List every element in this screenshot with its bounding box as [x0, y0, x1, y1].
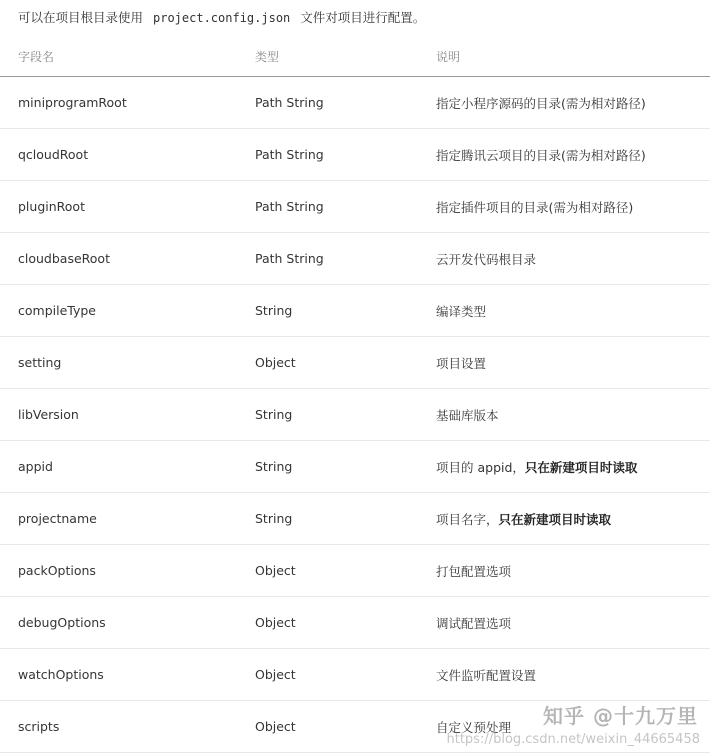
- table-body: [0, 77, 710, 753]
- type-cell: Object: [255, 337, 436, 389]
- table-row: [0, 77, 710, 129]
- description-cell: [436, 545, 710, 597]
- description-cell: [436, 233, 710, 285]
- description-cell: [436, 129, 710, 181]
- table-row: [0, 285, 710, 337]
- type-cell: String: [255, 493, 436, 545]
- type-cell: Object: [255, 545, 436, 597]
- intro-suffix: 文件对项目进行配置。: [300, 10, 426, 25]
- type-cell: String: [255, 441, 436, 493]
- description-text: 项目的 appid，: [436, 459, 525, 475]
- table-row: [0, 441, 710, 493]
- description-text: 云开发代码根目录: [436, 251, 537, 267]
- type-cell: Object: [255, 701, 436, 753]
- field-name-cell: libVersion: [0, 389, 255, 441]
- table-header-row: [0, 36, 710, 77]
- table-row: [0, 649, 710, 701]
- type-cell: Path String: [255, 129, 436, 181]
- field-name-cell: debugOptions: [0, 597, 255, 649]
- description-text: 指定插件项目的目录(需为相对路径): [436, 199, 634, 215]
- header-description: 说明: [436, 36, 710, 77]
- field-name-cell: setting: [0, 337, 255, 389]
- intro-text: [18, 8, 425, 26]
- field-name-cell: miniprogramRoot: [0, 77, 255, 129]
- field-name-cell: compileType: [0, 285, 255, 337]
- type-cell: Path String: [255, 77, 436, 129]
- intro-prefix: 可以在项目根目录使用: [18, 10, 144, 25]
- field-name-cell: packOptions: [0, 545, 255, 597]
- description-cell: [436, 285, 710, 337]
- config-fields-table: [0, 36, 710, 753]
- zhihu-watermark: 知乎 @十九万里: [543, 704, 698, 728]
- table-row: [0, 597, 710, 649]
- field-name-cell: cloudbaseRoot: [0, 233, 255, 285]
- description-cell: [436, 389, 710, 441]
- field-name-cell: scripts: [0, 701, 255, 753]
- table-row: [0, 337, 710, 389]
- description-cell: [436, 441, 710, 493]
- description-text: 项目名字，: [436, 511, 499, 527]
- table-header: [0, 36, 710, 77]
- table-row: [0, 181, 710, 233]
- type-cell: Path String: [255, 233, 436, 285]
- csdn-watermark-url: https://blog.csdn.net/weixin_44665458: [446, 732, 700, 747]
- description-text: 文件监听配置设置: [436, 667, 537, 683]
- type-cell: Object: [255, 597, 436, 649]
- field-name-cell: pluginRoot: [0, 181, 255, 233]
- table-row: [0, 389, 710, 441]
- type-cell: String: [255, 285, 436, 337]
- description-text: 打包配置选项: [436, 563, 512, 579]
- table-row: [0, 129, 710, 181]
- description-text: 调试配置选项: [436, 615, 512, 631]
- description-text: 指定小程序源码的目录(需为相对路径): [436, 95, 646, 111]
- config-filename: project.config.json: [153, 11, 291, 25]
- header-field-name: 字段名: [0, 36, 255, 77]
- type-cell: Object: [255, 649, 436, 701]
- description-cell: [436, 597, 710, 649]
- description-bold-note: 只在新建项目时读取: [498, 511, 612, 527]
- description-cell: [436, 493, 710, 545]
- field-name-cell: appid: [0, 441, 255, 493]
- description-text: 指定腾讯云项目的目录(需为相对路径): [436, 147, 646, 163]
- description-text: 自定义预处理: [436, 719, 512, 735]
- type-cell: Path String: [255, 181, 436, 233]
- description-bold-note: 只在新建项目时读取: [524, 459, 638, 475]
- description-text: 项目设置: [436, 355, 487, 371]
- description-cell: [436, 77, 710, 129]
- description-cell: [436, 649, 710, 701]
- field-name-cell: watchOptions: [0, 649, 255, 701]
- description-text: 基础库版本: [436, 407, 499, 423]
- field-name-cell: projectname: [0, 493, 255, 545]
- description-cell: [436, 181, 710, 233]
- table-row: [0, 545, 710, 597]
- table-row: [0, 233, 710, 285]
- description-cell: [436, 337, 710, 389]
- header-type: 类型: [255, 36, 436, 77]
- field-name-cell: qcloudRoot: [0, 129, 255, 181]
- table-row: [0, 493, 710, 545]
- type-cell: String: [255, 389, 436, 441]
- description-text: 编译类型: [436, 303, 487, 319]
